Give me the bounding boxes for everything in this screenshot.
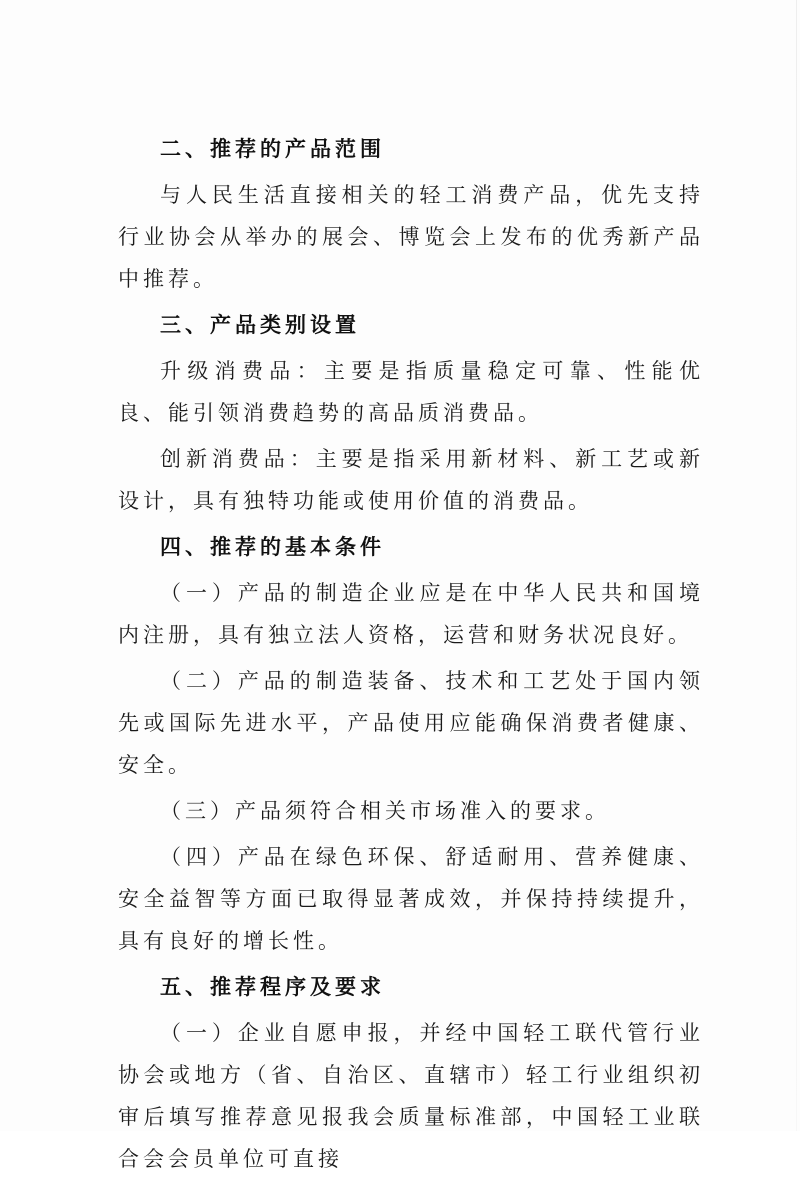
section-heading: 三、产品类别设置 (160, 313, 360, 337)
body-paragraph: （四）产品在绿色环保、舒适耐用、营养健康、安全益智等方面已取得显著成效，并保持持续提升，具有良好的增长性。 (118, 845, 704, 953)
body-paragraph: 创新消费品：主要是指采用新材料、新工艺或新设计，具有独特功能或使用价值的消费品。 (118, 447, 704, 513)
body-paragraph: 与人民生活直接相关的轻工消费产品，优先支持行业协会从举办的展会、博览会上发布的优秀新产品中推荐。 (118, 183, 704, 291)
body-paragraph: （一）企业自愿申报，并经中国轻工联代管行业协会或地方（省、自治区、直辖市）轻工行业组织初审后填写推荐意见报我会质量标准部，中国轻工业联合会会员单位可直接 (118, 1021, 704, 1171)
body-paragraph: （三）产品须符合相关市场准入的要求。 (160, 799, 610, 823)
section-heading: 二、推荐的产品范围 (160, 137, 385, 161)
scan-edge (796, 0, 797, 1131)
section-heading: 四、推荐的基本条件 (160, 535, 385, 559)
body-paragraph: 升级消费品：主要是指质量稳定可靠、性能优良、能引领消费趋势的高品质消费品。 (118, 359, 704, 425)
section-heading: 五、推荐程序及要求 (160, 975, 385, 999)
body-paragraph: （一）产品的制造企业应是在中华人民共和国境内注册，具有独立法人资格，运营和财务状况良好。 (118, 581, 704, 647)
document-body (118, 128, 704, 1180)
body-paragraph: （二）产品的制造装备、技术和工艺处于国内领先或国际先进水平，产品使用应能确保消费者健康、安全。 (118, 669, 704, 777)
